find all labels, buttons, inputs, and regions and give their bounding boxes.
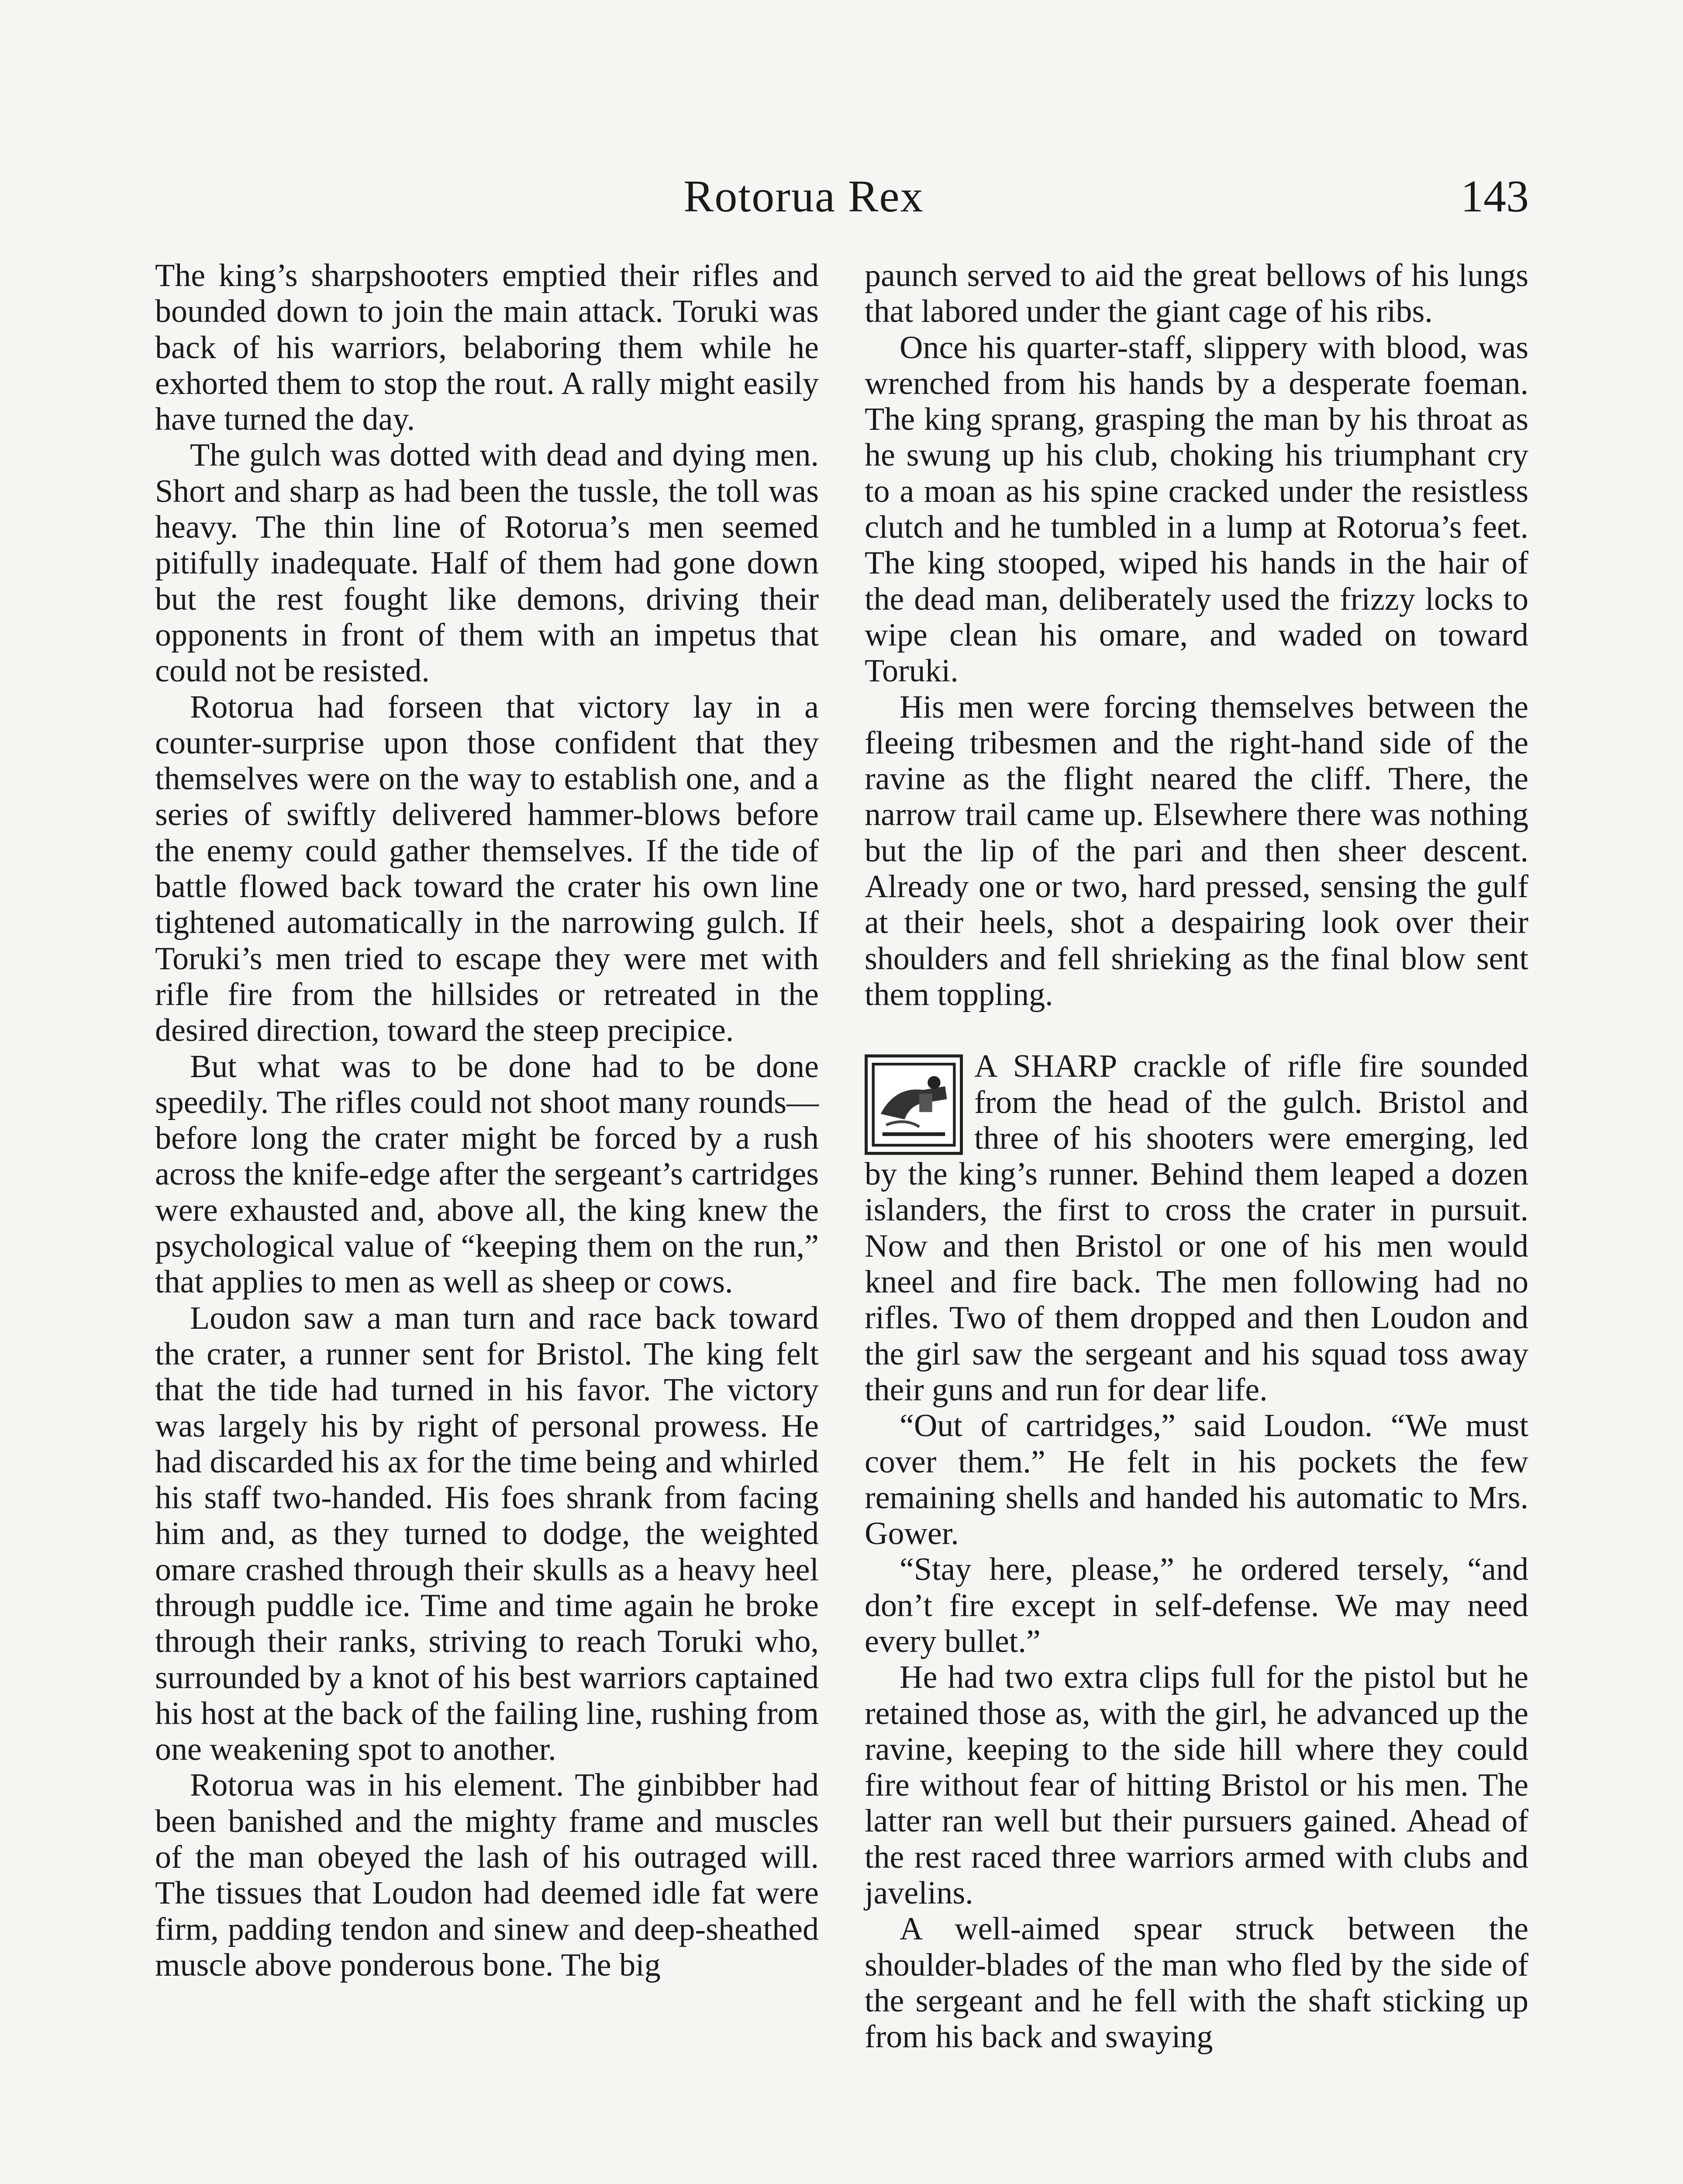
ornamental-initial-icon [865, 1054, 963, 1155]
running-title: Rotorua Rex [683, 171, 924, 221]
left-column [155, 258, 819, 1983]
paragraph: A well-aimed spear struck between the shoulder-blades of the man who fled by the side of the sergeant and he fell with the shaft sticking up from his back and swaying [865, 1911, 1528, 2055]
page-number: 143 [1461, 171, 1529, 221]
paragraph: The king’s sharpshooters emptied their rifles and bounded down to join the main attack. Toruki was back of his warriors, belaboring them while he exhorted them to stop the rout. A rally might easily have turned the day. [155, 258, 819, 438]
paragraph: But what was to be done had to be done speedily. The rifles could not shoot many rounds—before long the crater might be forced by a rush across the knife-edge after the sergeant’s cartridges were exhausted and, above all, the king knew the psychological value of “keeping them on the run,” that applies to men as well as sheep or cows. [155, 1048, 819, 1300]
paragraph: “Out of cartridges,” said Loudon. “We must cover them.” He felt in his pockets the few remaining shells and handed his automatic to Mrs. Gower. [865, 1408, 1528, 1552]
paragraph: paunch served to aid the great bellows of his lungs that labored under the giant cage of his ribs. [865, 258, 1528, 330]
paragraph: Rotorua had forseen that victory lay in a counter-surprise upon those confident that they themselves were on the way to establish one, and a series of swiftly delivered hammer-blows before the enemy could gather themselves. If the tide of battle flowed back toward the crater his own line tightened automatically in the narrowing gulch. If Toruki’s men tried to escape they were met with rifle fire from the hillsides or retreated in the desired direction, toward the steep precipice. [155, 689, 819, 1049]
paragraph: “Stay here, please,” he ordered tersely, “and don’t fire except in self-defense. We may need every bullet.” [865, 1552, 1528, 1659]
paragraph: The gulch was dotted with dead and dying men. Short and sharp as had been the tussle, the toll was heavy. The thin line of Rotorua’s men seemed pitifully inadequate. Half of them had gone down but the rest fought like demons, driving their opponents in front of them with an impetus that could not be resisted. [155, 437, 819, 689]
paragraph: He had two extra clips full for the pistol but he retained those as, with the girl, he advanced up the ravine, keeping to the side hill where they could fire without fear of hitting Bristol or his men. The latter ran well but their pursuers gained. Ahead of the rest raced three warriors armed with clubs and javelins. [865, 1659, 1528, 1911]
paragraph: Rotorua was in his element. The ginbibber had been banished and the mighty frame and muscles of the man obeyed the lash of his outraged will. The tissues that Loudon had deemed idle fat were firm, padding tendon and sinew and deep-sheathed muscle above ponderous bone. The big [155, 1767, 819, 1983]
paragraph: Loudon saw a man turn and race back toward the crater, a runner sent for Bristol. The king felt that the tide had turned in his favor. The victory was largely his by right of personal prowess. He had discarded his ax for the time being and whirled his staff two-handed. His foes shrank from facing him and, as they turned to dodge, the weighted omare crashed through their skulls as a heavy heel through puddle ice. Time and time again he broke through their ranks, striving to reach Toruki who, surrounded by a knot of his best warriors captained his host at the back of the failing line, rushing from one weakening spot to another. [155, 1300, 819, 1768]
paragraph: A SHARP crackle of rifle fire sounded from the head of the gulch. Bristol and three of his shooters were emerging, led by the king’s runner. Behind them leaped a dozen islanders, the first to cross the crater in pursuit. Now and then Bristol or one of his men would kneel and fire back. The men following had no rifles. Two of them dropped and then Loudon and the girl saw the sergeant and his squad toss away their guns and run for dear life. [865, 1048, 1528, 1408]
right-column [865, 258, 1528, 2055]
paragraph: His men were forcing themselves between the fleeing tribesmen and the right-hand side of the ravine as the flight neared the cliff. There, the narrow trail came up. Elsewhere there was nothing but the lip of the pari and then sheer descent. Already one or two, hard pressed, sensing the gulf at their heels, shot a despairing look over their shoulders and fell shrieking as the final blow sent them toppling. [865, 689, 1528, 1013]
page-header [0, 166, 1683, 227]
paragraph: Once his quarter-staff, slippery with blood, was wrenched from his hands by a desperate foeman. The king sprang, grasping the man by his throat as he swung up his club, choking his triumphant cry to a moan as his spine cracked under the resistless clutch and he tumbled in a lump at Rotorua’s feet. The king stooped, wiped his hands in the hair of the dead man, deliberately used the frizzy locks to wipe clean his omare, and waded on toward Toruki. [865, 329, 1528, 689]
